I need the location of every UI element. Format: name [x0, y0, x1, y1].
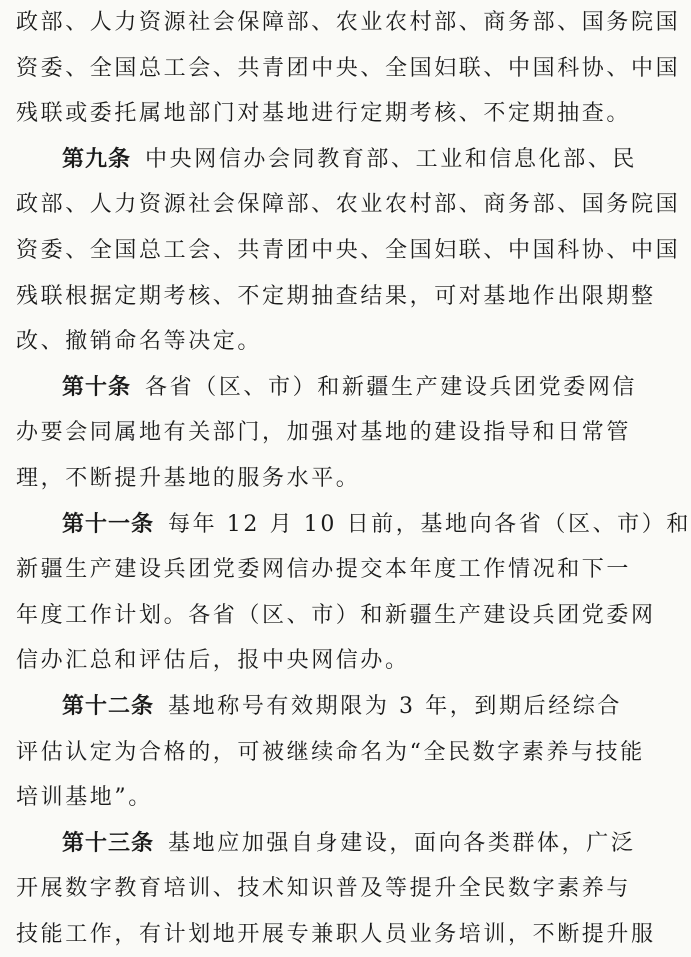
- line-text: 培训基地”。: [16, 785, 153, 811]
- article-heading: 第十二条: [62, 693, 155, 719]
- text-line: [16, 410, 632, 456]
- line-text: 新疆生产建设兵团党委网信办提交本年度工作情况和下一: [16, 557, 632, 583]
- line-text: 资委、全国总工会、共青团中央、全国妇联、中国科协、中国: [16, 55, 681, 81]
- text-line: [16, 730, 645, 776]
- text-line: [16, 912, 656, 957]
- text-line: [16, 46, 681, 92]
- article-9-first-line: [16, 137, 638, 183]
- text-line: [16, 593, 656, 639]
- article-heading: 第九条: [62, 146, 132, 172]
- line-text: 每年 12 月 10 日前，基地向各省（区、市）和: [168, 511, 691, 537]
- text-line: [16, 547, 632, 593]
- line-text: 各省（区、市）和新疆生产建设兵团党委网信: [145, 374, 638, 400]
- line-text: 年度工作计划。各省（区、市）和新疆生产建设兵团党委网: [16, 602, 656, 628]
- text-line: [16, 775, 628, 821]
- article-heading: 第十条: [62, 374, 132, 400]
- text-line: [16, 274, 656, 320]
- line-text: 政部、人力资源社会保障部、农业农村部、商务部、国务院国: [16, 10, 681, 35]
- document-page: [16, 0, 691, 957]
- line-text: 资委、全国总工会、共青团中央、全国妇联、中国科协、中国: [16, 237, 681, 263]
- article-10-first-line: [16, 365, 638, 411]
- line-text: 技能工作，有计划地开展专兼职人员业务培训，不断提升服: [16, 921, 656, 947]
- line-text: 办要会同属地有关部门，加强对基地的建设指导和日常管: [16, 420, 632, 446]
- line-text: 基地称号有效期限为 3 年，到期后经综合: [168, 693, 623, 719]
- line-text: 信办汇总和评估后，报中央网信办。: [16, 648, 410, 674]
- line-text: 开展数字教育培训、技术知识普及等提升全民数字素养与: [16, 876, 632, 902]
- article-heading: 第十一条: [62, 511, 155, 537]
- line-text: 评估认定为合格的，可被继续命名为“全民数字素养与技能: [16, 739, 645, 765]
- article-12-first-line: [16, 684, 628, 730]
- text-line: [16, 866, 632, 912]
- line-text: 理，不断提升基地的服务水平。: [16, 465, 361, 491]
- text-line: [16, 182, 681, 228]
- article-11-first-line: [16, 502, 691, 548]
- text-line: [16, 638, 628, 684]
- line-text: 基地应加强自身建设，面向各类群体，广泛: [168, 830, 636, 856]
- line-text: 政部、人力资源社会保障部、农业农村部、商务部、国务院国: [16, 192, 681, 218]
- article-13-first-line: [16, 821, 636, 867]
- line-text: 中央网信办会同教育部、工业和信息化部、民: [145, 146, 638, 172]
- text-line: [16, 228, 681, 274]
- text-line: [16, 319, 628, 365]
- text-line: [16, 456, 628, 502]
- text-line: [16, 0, 681, 46]
- line-text: 残联根据定期考核、不定期抽查结果，可对基地作出限期整: [16, 283, 656, 309]
- line-text: 改、撤销命名等决定。: [16, 329, 263, 355]
- article-heading: 第十三条: [62, 830, 155, 856]
- text-line: [16, 91, 632, 137]
- line-text: 残联或委托属地部门对基地进行定期考核、不定期抽查。: [16, 101, 632, 127]
